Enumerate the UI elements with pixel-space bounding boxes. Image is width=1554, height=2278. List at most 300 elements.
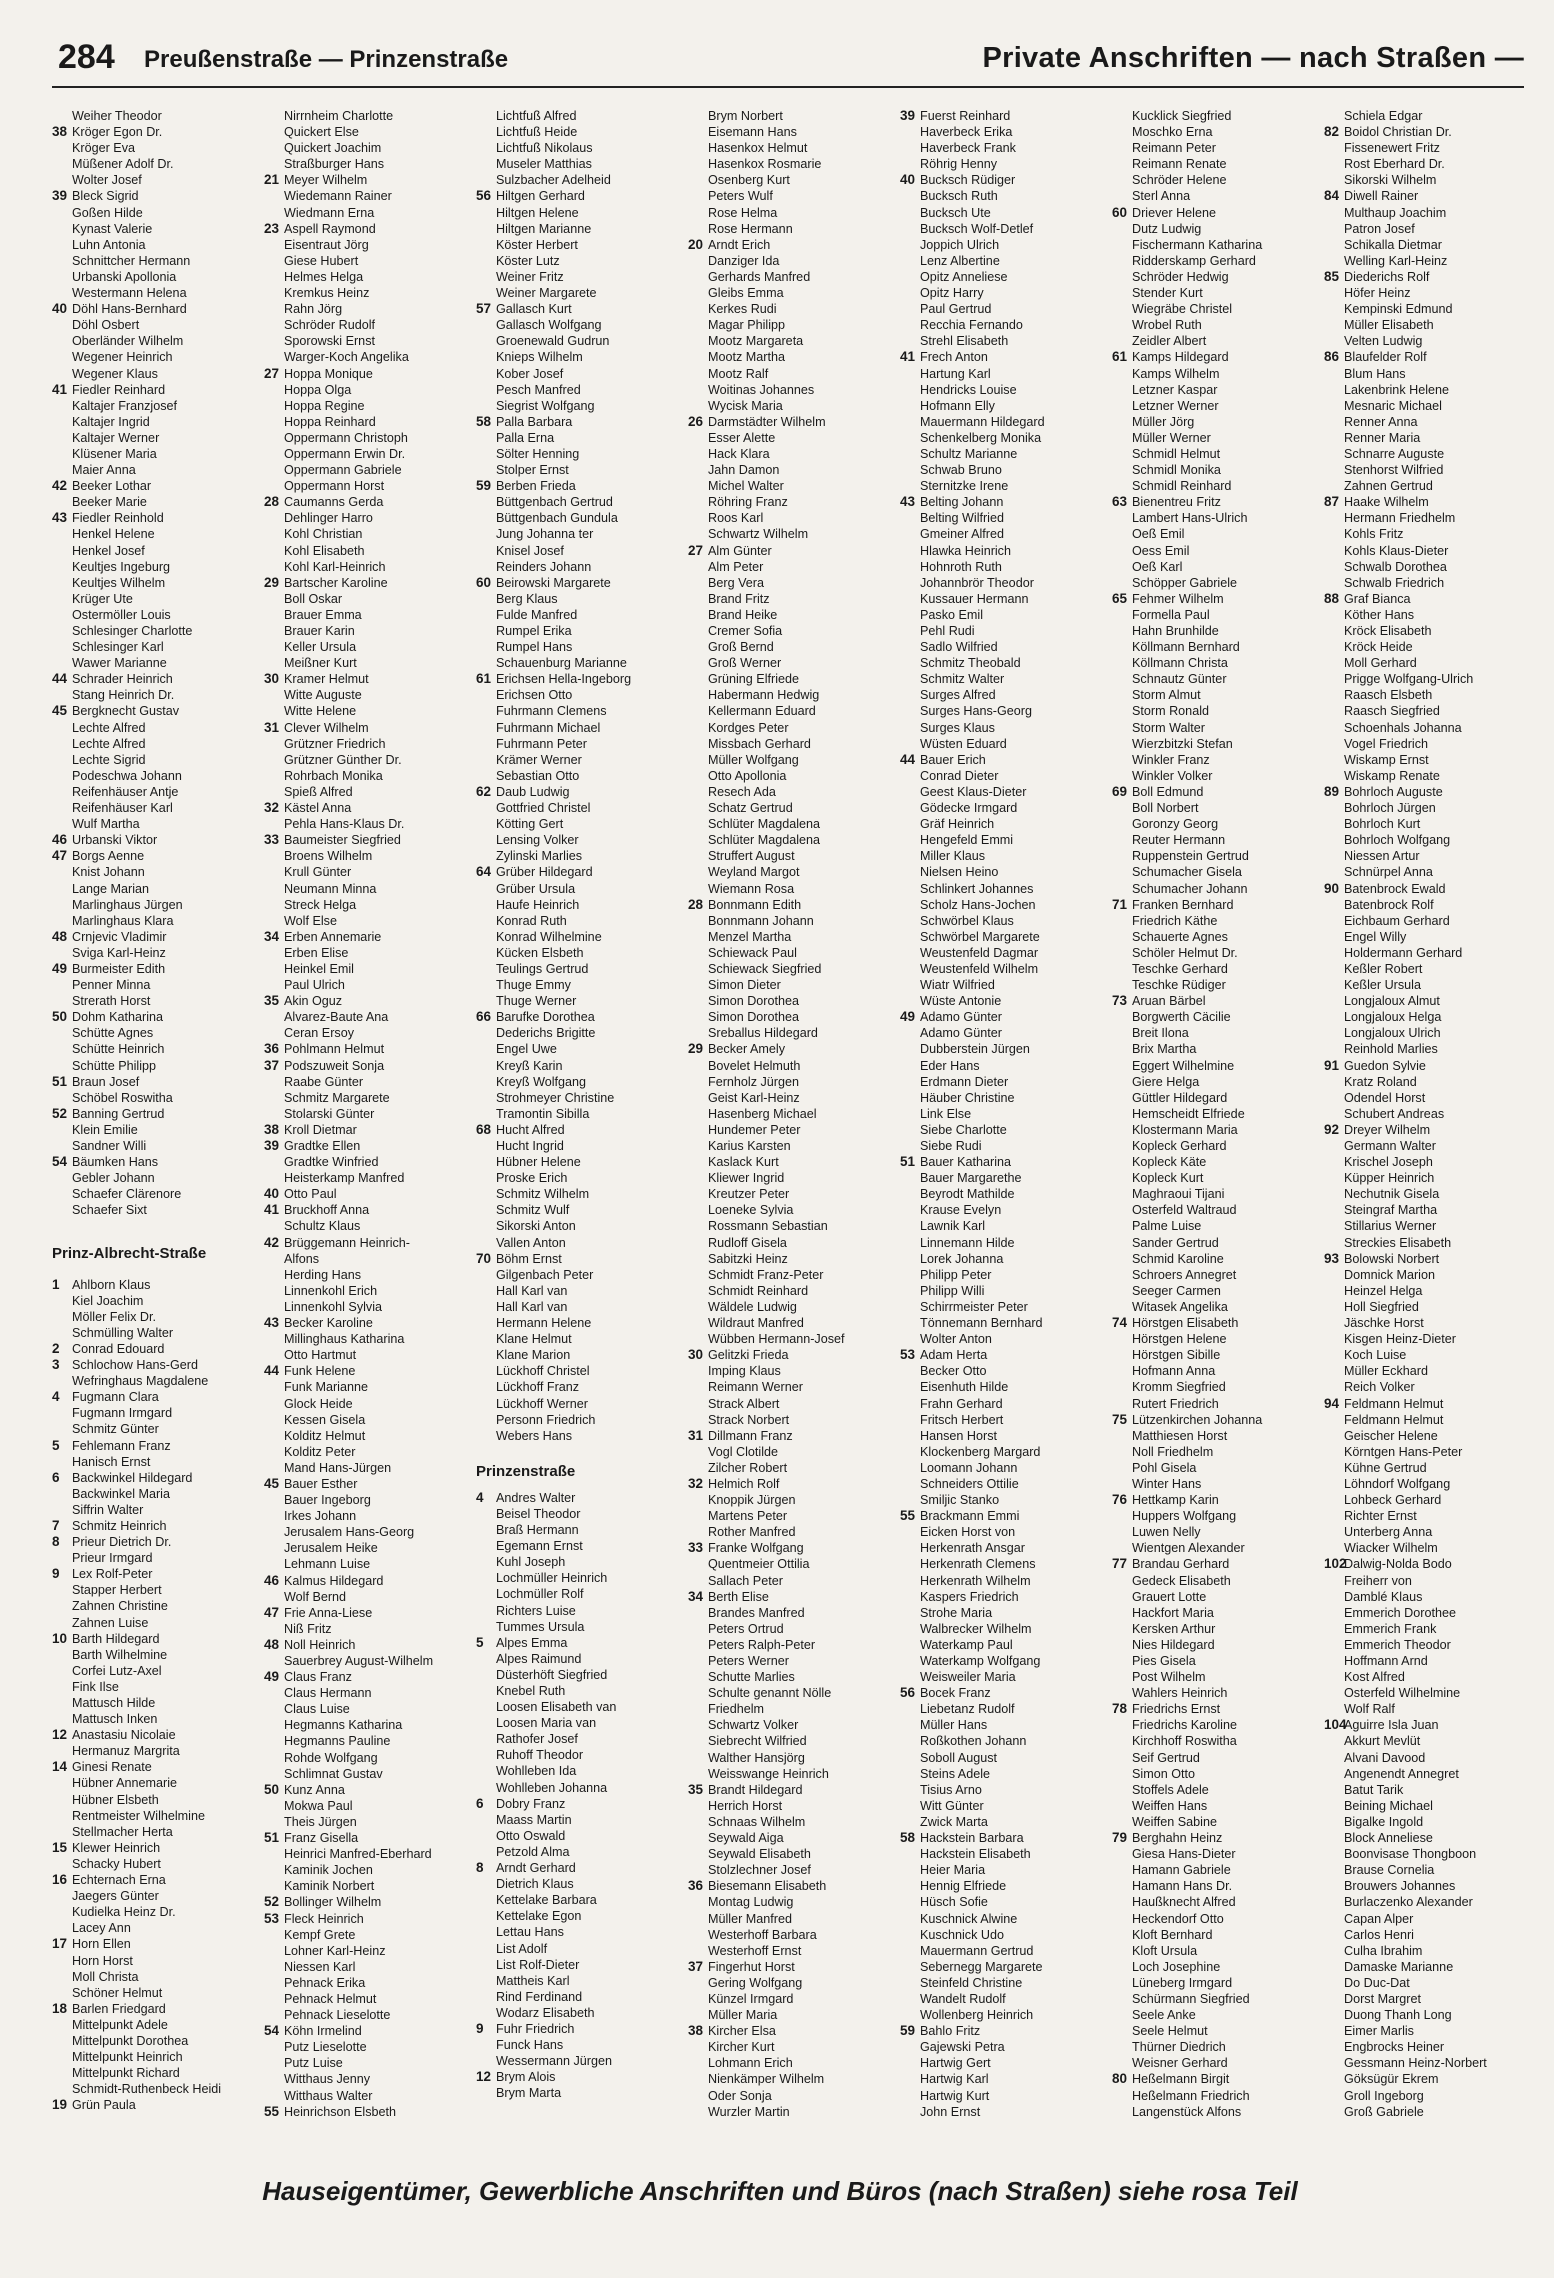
house-number: 9: [52, 1566, 60, 1582]
resident-name: Döhl Osbert: [72, 318, 140, 333]
resident-entry: [1112, 897, 1317, 913]
resident-name: Zylinski Marlies: [496, 849, 583, 864]
resident-name: Noll Friedhelm: [1132, 1444, 1214, 1459]
resident-name: Zilcher Robert: [708, 1460, 788, 1475]
resident-name: Helmich Rolf: [708, 1476, 780, 1491]
resident-name: Aguirre Isla Juan: [1344, 1718, 1439, 1733]
resident-entry: [688, 575, 893, 591]
resident-entry: [476, 1235, 681, 1251]
resident-entry: [688, 961, 893, 977]
resident-name: Kircher Kurt: [708, 2040, 775, 2055]
resident-entry: [1112, 1363, 1317, 1379]
resident-name: Fehlemann Franz: [72, 1438, 171, 1453]
resident-entry: [1324, 1170, 1529, 1186]
resident-entry: [900, 398, 1105, 414]
resident-name: Friedrich Käthe: [1132, 913, 1218, 928]
resident-name: Wollenberg Heinrich: [920, 2008, 1034, 2023]
resident-name: Schacky Hubert: [72, 1856, 161, 1871]
resident-entry: [476, 382, 681, 398]
resident-entry: [52, 2033, 257, 2049]
resident-entry: [52, 1373, 257, 1389]
resident-entry: [900, 1347, 1105, 1363]
resident-entry: [688, 1267, 893, 1283]
resident-name: Mauermann Gertrud: [920, 1943, 1034, 1958]
resident-name: Unterberg Anna: [1344, 1525, 1433, 1540]
resident-entry: [1324, 1621, 1529, 1637]
resident-entry: [1112, 2088, 1317, 2104]
resident-name: Hoffmann Arnd: [1344, 1654, 1428, 1668]
resident-name: Simon Dorothea: [708, 1010, 800, 1025]
house-number: 44: [264, 1363, 280, 1379]
resident-name: Bohrloch Kurt: [1344, 817, 1421, 832]
resident-entry: [52, 1824, 257, 1840]
resident-entry: [1324, 1733, 1529, 1749]
resident-name: Prigge Wolfgang-Ulrich: [1344, 672, 1474, 687]
house-number: 48: [52, 928, 68, 944]
resident-entry: [476, 301, 681, 317]
house-number: 89: [1324, 783, 1340, 799]
resident-name: Storm Almut: [1132, 688, 1201, 703]
resident-entry: [1112, 1331, 1317, 1347]
resident-name: Kynast Valerie: [72, 221, 153, 236]
resident-entry: [1112, 607, 1317, 623]
resident-name: Mattusch Hilde: [72, 1696, 156, 1710]
resident-entry: [1324, 720, 1529, 736]
resident-name: Kopleck Gerhard: [1132, 1139, 1227, 1153]
resident-entry: [688, 1750, 893, 1766]
house-number: 7: [52, 1517, 60, 1533]
resident-entry: [476, 124, 681, 140]
house-number: 50: [52, 1009, 68, 1025]
resident-name: Mittelpunkt Adele: [72, 2017, 168, 2032]
resident-name: Schenkelberg Monika: [920, 430, 1042, 445]
resident-entry: [264, 1396, 469, 1412]
resident-name: Schwalb Friedrich: [1344, 575, 1445, 590]
resident-entry: [688, 1621, 893, 1637]
resident-entry: [1324, 172, 1529, 188]
resident-name: Schaefer Clärenore: [72, 1187, 182, 1202]
resident-entry: [1324, 317, 1529, 333]
resident-entry: [900, 382, 1105, 398]
resident-name: Hoppa Monique: [284, 366, 373, 381]
resident-entry: [1324, 977, 1529, 993]
resident-name: Bonnmann Johann: [708, 913, 814, 928]
resident-entry: [1112, 1733, 1317, 1749]
directory-column: [900, 108, 1105, 2148]
resident-entry: [52, 1341, 257, 1357]
resident-entry: [1324, 1927, 1529, 1943]
resident-name: Duong Thanh Long: [1344, 2008, 1452, 2023]
house-number: 47: [264, 1604, 280, 1620]
resident-entry: [900, 1589, 1105, 1605]
resident-name: Siebrecht Wilfried: [708, 1734, 807, 1749]
resident-name: Rohde Wolfgang: [284, 1750, 378, 1765]
resident-name: Dalwig-Nolda Bodo: [1344, 1557, 1452, 1572]
resident-name: Sölter Henning: [496, 446, 580, 461]
resident-name: Heisterkamp Manfred: [284, 1171, 405, 1186]
resident-name: Erichsen Hella-Ingeborg: [496, 672, 632, 687]
resident-name: Krull Günter: [284, 865, 352, 880]
house-number: 39: [52, 188, 68, 204]
resident-name: Seif Gertrud: [1132, 1750, 1200, 1765]
resident-name: Hasenkox Helmut: [708, 141, 808, 156]
resident-entry: [52, 1106, 257, 1122]
resident-name: Hübner Annemarie: [72, 1776, 178, 1791]
resident-name: Jerusalem Heike: [284, 1541, 378, 1556]
resident-entry: [52, 221, 257, 237]
resident-entry: [1324, 591, 1529, 607]
resident-entry: [1112, 816, 1317, 832]
house-number: 5: [52, 1437, 60, 1453]
resident-entry: [900, 720, 1105, 736]
resident-name: Erdmann Dieter: [920, 1074, 1009, 1089]
resident-name: Osenberg Kurt: [708, 173, 790, 188]
resident-name: Witthaus Walter: [284, 2088, 373, 2103]
resident-entry: [476, 945, 681, 961]
resident-entry: [1112, 1911, 1317, 1927]
resident-name: Loosen Maria van: [496, 1716, 597, 1731]
resident-name: Steingraf Martha: [1344, 1203, 1438, 1218]
resident-entry: [264, 1267, 469, 1283]
resident-entry: [1324, 1766, 1529, 1782]
resident-entry: [1112, 2007, 1317, 2023]
resident-name: Hamann Hans Dr.: [1132, 1879, 1233, 1894]
resident-entry: [52, 961, 257, 977]
resident-name: Becker Karoline: [284, 1316, 373, 1331]
resident-name: Dutz Ludwig: [1132, 221, 1202, 236]
resident-name: Kussauer Hermann: [920, 591, 1029, 606]
resident-name: Gradtke Ellen: [284, 1139, 361, 1153]
resident-entry: [1112, 1025, 1317, 1041]
resident-entry: [1324, 462, 1529, 478]
resident-entry: [52, 1808, 257, 1824]
resident-name: Weustenfeld Dagmar: [920, 945, 1039, 960]
resident-name: Hoppa Regine: [284, 398, 365, 413]
resident-entry: [476, 1699, 681, 1715]
resident-name: Longjaloux Almut: [1344, 994, 1440, 1009]
resident-entry: [476, 1860, 681, 1876]
resident-entry: [1112, 1460, 1317, 1476]
resident-entry: [52, 1405, 257, 1421]
street-heading: Prinzenstraße: [476, 1462, 576, 1480]
house-number: 76: [1112, 1492, 1128, 1508]
resident-name: Kaspers Friedrich: [920, 1589, 1019, 1604]
resident-entry: [1324, 221, 1529, 237]
resident-name: Dubberstein Jürgen: [920, 1042, 1030, 1057]
resident-entry: [476, 2037, 681, 2053]
house-number: 53: [900, 1347, 916, 1363]
resident-name: Sander Gertrud: [1132, 1235, 1219, 1250]
resident-entry: [688, 156, 893, 172]
resident-entry: [688, 1669, 893, 1685]
resident-entry: [688, 897, 893, 913]
resident-entry: [1112, 301, 1317, 317]
resident-entry: [1112, 671, 1317, 687]
resident-entry: [1324, 929, 1529, 945]
resident-entry: [52, 1598, 257, 1614]
resident-entry: [476, 1796, 681, 1812]
resident-entry: [1112, 1701, 1317, 1717]
resident-entry: [1324, 398, 1529, 414]
house-number: 80: [1112, 2071, 1128, 2087]
resident-entry: [688, 2088, 893, 2104]
resident-name: Hohnroth Ruth: [920, 559, 1002, 574]
resident-entry: [476, 221, 681, 237]
resident-entry: [52, 1695, 257, 1711]
resident-entry: [1112, 1605, 1317, 1621]
resident-name: Pehnack Helmut: [284, 1991, 377, 2006]
resident-entry: [476, 1989, 681, 2005]
resident-name: Lex Rolf-Peter: [72, 1567, 153, 1582]
resident-name: Schlinkert Johannes: [920, 881, 1034, 896]
resident-entry: [900, 1283, 1105, 1299]
house-number: 37: [688, 1958, 704, 1974]
house-number: 75: [1112, 1411, 1128, 1427]
house-number: 44: [52, 671, 68, 687]
resident-name: Lochmüller Heinrich: [496, 1571, 608, 1586]
resident-entry: [1112, 1653, 1317, 1669]
resident-entry: [900, 591, 1105, 607]
resident-entry: [476, 881, 681, 897]
entry-continuation: Friedhelm: [708, 1702, 764, 1717]
resident-name: Heinkel Emil: [284, 961, 354, 976]
resident-name: Bucksch Ruth: [920, 189, 998, 204]
resident-entry: [1324, 736, 1529, 752]
resident-name: Weisswange Heinrich: [708, 1766, 829, 1781]
resident-entry: [1324, 881, 1529, 897]
resident-entry: [52, 1421, 257, 1437]
resident-entry: [52, 864, 257, 880]
resident-entry: [1112, 655, 1317, 671]
resident-entry: [264, 1589, 469, 1605]
resident-entry: [476, 929, 681, 945]
resident-name: Backwinkel Hildegard: [72, 1470, 193, 1485]
resident-entry: [688, 2104, 893, 2120]
resident-name: Neumann Minna: [284, 881, 377, 896]
resident-name: Sternitzke Irene: [920, 479, 1009, 494]
resident-name: Hansen Horst: [920, 1428, 997, 1443]
resident-entry: [52, 993, 257, 1009]
house-number: 18: [52, 2000, 68, 2016]
resident-entry: [1324, 269, 1529, 285]
resident-name: Oppermann Erwin Dr.: [284, 446, 406, 461]
resident-entry: [1112, 1975, 1317, 1991]
resident-entry: [264, 816, 469, 832]
house-number: 60: [1112, 204, 1128, 220]
house-number: 5: [476, 1634, 484, 1650]
resident-name: Sebernegg Margarete: [920, 1959, 1043, 1974]
house-number: 1: [52, 1276, 60, 1292]
resident-entry: [476, 1428, 681, 1444]
resident-name: Müller Eckhard: [1344, 1364, 1428, 1379]
resident-name: Funck Hans: [496, 2038, 564, 2053]
resident-name: Kröck Elisabeth: [1344, 624, 1432, 638]
resident-name: Hiltgen Gerhard: [496, 189, 585, 204]
resident-name: Moll Christa: [72, 1969, 139, 1984]
resident-name: Barufke Dorothea: [496, 1010, 595, 1025]
resident-entry: [1112, 1798, 1317, 1814]
resident-entry: [264, 671, 469, 687]
resident-name: Vogl Clotilde: [708, 1444, 779, 1459]
resident-name: Grützner Günther Dr.: [284, 752, 402, 767]
resident-name: Lawnik Karl: [920, 1219, 986, 1234]
resident-entry: [264, 1701, 469, 1717]
resident-entry: [264, 1862, 469, 1878]
resident-entry: [900, 1830, 1105, 1846]
resident-entry: [1324, 1750, 1529, 1766]
resident-name: Akin Oguz: [284, 994, 343, 1009]
resident-entry: [264, 1750, 469, 1766]
resident-entry: [476, 1570, 681, 1586]
resident-entry: [264, 1975, 469, 1991]
resident-entry: [264, 961, 469, 977]
resident-entry: [688, 221, 893, 237]
resident-entry: [1324, 1524, 1529, 1540]
resident-name: Bauer Margarethe: [920, 1171, 1022, 1186]
resident-entry: [1324, 414, 1529, 430]
resident-entry: [476, 1828, 681, 1844]
directory-column: [476, 108, 681, 2148]
resident-name: Batut Tarik: [1344, 1782, 1404, 1797]
resident-name: Brandt Hildegard: [708, 1782, 803, 1797]
resident-entry: [1112, 253, 1317, 269]
resident-entry: [900, 1975, 1105, 1991]
resident-entry: [688, 1138, 893, 1154]
resident-name: Schnautz Günter: [1132, 672, 1227, 687]
house-number: 38: [52, 124, 68, 140]
resident-entry: [1324, 1186, 1529, 1202]
house-number: 41: [900, 349, 916, 365]
resident-entry: [900, 1170, 1105, 1186]
resident-entry: [476, 494, 681, 510]
resident-entry: [688, 1862, 893, 1878]
resident-entry: [264, 221, 469, 237]
resident-entry: [52, 414, 257, 430]
resident-name: Danziger Ida: [708, 253, 780, 268]
resident-name: Baumeister Siegfried: [284, 833, 401, 848]
house-number: 79: [1112, 1830, 1128, 1846]
house-number: 59: [476, 478, 492, 494]
resident-name: Block Anneliese: [1344, 1831, 1433, 1846]
resident-entry: [688, 237, 893, 253]
resident-name: Lambert Hans-Ulrich: [1132, 511, 1248, 526]
resident-name: Hiltgen Marianne: [496, 221, 592, 236]
resident-name: Lohbeck Gerhard: [1344, 1493, 1442, 1508]
resident-name: Wiskamp Renate: [1344, 768, 1440, 783]
resident-name: Sallach Peter: [708, 1573, 783, 1588]
resident-entry: [900, 945, 1105, 961]
resident-entry: [688, 1412, 893, 1428]
house-number: 43: [900, 494, 916, 510]
resident-entry: [1324, 2055, 1529, 2071]
resident-name: Mootz Margareta: [708, 334, 804, 349]
resident-name: Carlos Henri: [1344, 1927, 1414, 1942]
resident-entry: [688, 2055, 893, 2071]
resident-entry: [1324, 1428, 1529, 1444]
resident-entry: [1112, 1476, 1317, 1492]
resident-name: Brouwers Johannes: [1344, 1879, 1456, 1894]
resident-entry: [264, 1733, 469, 1749]
resident-entry: [476, 349, 681, 365]
resident-name: Kordges Peter: [708, 720, 789, 735]
resident-entry: [1112, 800, 1317, 816]
resident-entry: [688, 800, 893, 816]
resident-entry: [900, 897, 1105, 913]
resident-entry: [264, 1283, 469, 1299]
resident-entry: [1324, 1025, 1529, 1041]
resident-entry: [264, 446, 469, 462]
resident-entry: [900, 108, 1105, 124]
resident-entry: [1324, 1556, 1529, 1572]
resident-name: Witte Auguste: [284, 688, 362, 703]
resident-name: Teschke Rüdiger: [1132, 978, 1226, 993]
resident-entry: [1112, 172, 1317, 188]
resident-name: Holl Siegfried: [1344, 1299, 1419, 1314]
resident-entry: [1324, 1878, 1529, 1894]
resident-name: Wierzbitzki Stefan: [1132, 736, 1233, 751]
resident-entry: [52, 430, 257, 446]
resident-name: Brackmann Emmi: [920, 1509, 1020, 1524]
footer-note: Hauseigentümer, Gewerbliche Anschriften und Büros (nach Straßen) siehe rosa Teil: [262, 2176, 1298, 2206]
resident-entry: [476, 2021, 681, 2037]
resident-entry: [1324, 1508, 1529, 1524]
resident-entry: [1112, 414, 1317, 430]
house-number: 3: [52, 1357, 60, 1373]
resident-entry: [688, 301, 893, 317]
resident-name: Brandau Gerhard: [1132, 1557, 1230, 1572]
resident-name: Gajewski Petra: [920, 2040, 1005, 2055]
resident-entry: [900, 301, 1105, 317]
resident-name: Körntgen Hans-Peter: [1344, 1444, 1463, 1459]
resident-name: Küpper Heinrich: [1344, 1171, 1435, 1186]
resident-entry: [1324, 2039, 1529, 2055]
resident-entry: [1112, 1186, 1317, 1202]
resident-entry: [476, 317, 681, 333]
resident-name: Gleibs Emma: [708, 286, 784, 301]
resident-entry: [900, 687, 1105, 703]
resident-entry: [900, 1685, 1105, 1701]
resident-name: Brandes Manfred: [708, 1605, 805, 1620]
resident-name: Berghahn Heinz: [1132, 1831, 1223, 1846]
house-number: 4: [476, 1489, 484, 1505]
resident-entry: [688, 366, 893, 382]
resident-name: Oppermann Horst: [284, 479, 385, 494]
resident-name: Schmitz Theobald: [920, 656, 1021, 671]
resident-name: Herding Hans: [284, 1267, 362, 1282]
house-number: 85: [1324, 268, 1340, 284]
resident-name: Müller Hans: [920, 1718, 988, 1733]
directory-column: [264, 108, 469, 2148]
resident-entry: [52, 446, 257, 462]
resident-entry: [688, 1347, 893, 1363]
resident-name: Funk Marianne: [284, 1380, 368, 1395]
resident-name: Thürner Diedrich: [1132, 2040, 1226, 2055]
resident-name: Kremkus Heinz: [284, 286, 370, 301]
resident-entry: [1324, 2023, 1529, 2039]
resident-entry: [476, 1812, 681, 1828]
resident-entry: [52, 1775, 257, 1791]
resident-name: Bauer Katharina: [920, 1155, 1012, 1170]
resident-name: Wegener Heinrich: [72, 350, 173, 365]
resident-name: Reifenhäuser Karl: [72, 801, 173, 816]
resident-name: Witte Helene: [284, 704, 357, 719]
resident-entry: [688, 140, 893, 156]
resident-entry: [900, 1041, 1105, 1057]
resident-entry: [476, 655, 681, 671]
house-number: 78: [1112, 1701, 1128, 1717]
resident-name: Patron Josef: [1344, 221, 1415, 236]
resident-name: Heinrici Manfred-Eberhard: [284, 1847, 432, 1862]
